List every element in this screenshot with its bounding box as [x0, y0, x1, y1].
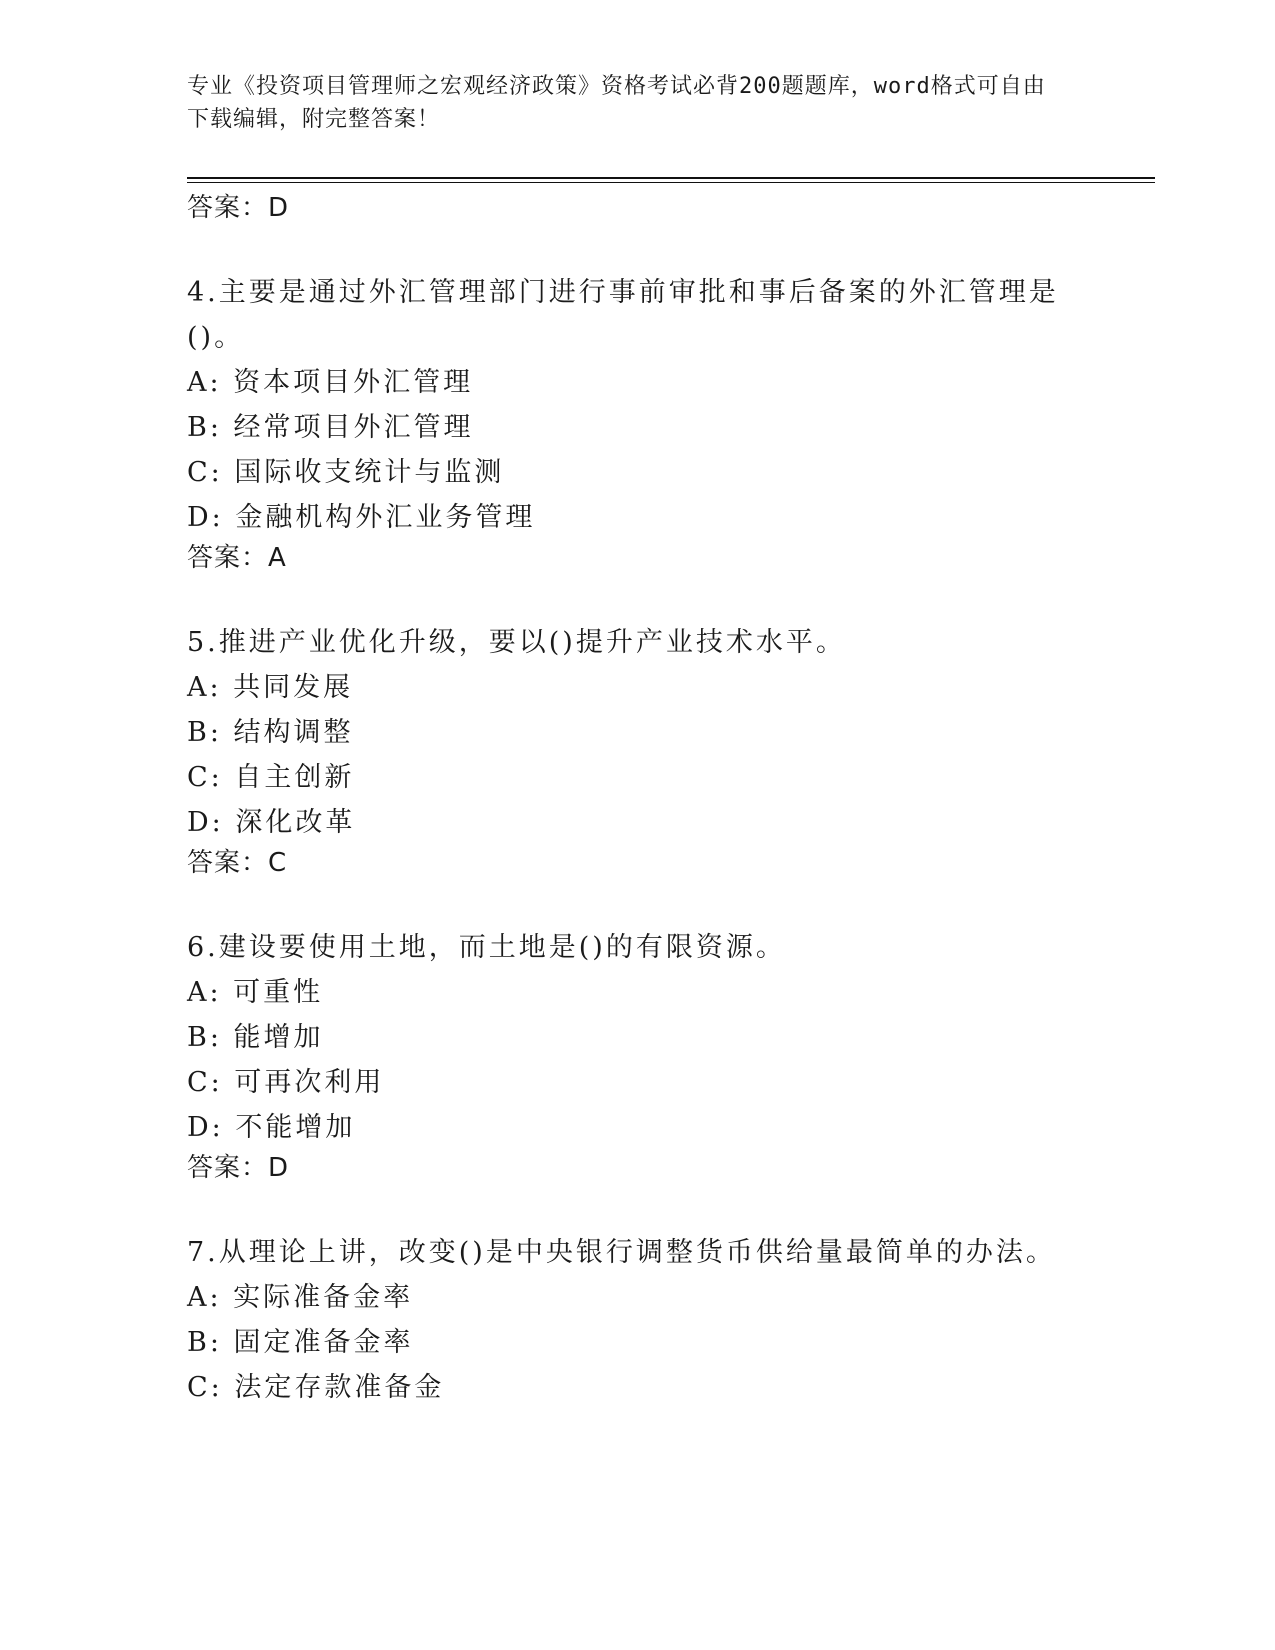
header-divider [187, 177, 1155, 179]
question-text: 4.主要是通过外汇管理部门进行事前审批和事后备案的外汇管理是()。 [187, 277, 1059, 353]
option-a: A: 资本项目外汇管理 [187, 367, 474, 398]
question-6 [187, 925, 1155, 1186]
question-4 [187, 270, 1155, 576]
option-c: C: 法定存款准备金 [187, 1372, 445, 1403]
option-a: A: 共同发展 [187, 672, 354, 703]
option-b: B: 经常项目外汇管理 [187, 412, 474, 443]
option-c: C: 自主创新 [187, 762, 355, 793]
question-text: 6.建设要使用土地，而土地是()的有限资源。 [187, 932, 786, 963]
document-header: 专业《投资项目管理师之宏观经济政策》资格考试必背200题题库，word格式可自由下载编辑，附完整答案！ [187, 74, 1046, 132]
option-c: C: 可再次利用 [187, 1067, 385, 1098]
answer-label: 答案：D [187, 193, 290, 223]
option-d: D: 不能增加 [187, 1112, 356, 1143]
question-text: 7.从理论上讲，改变()是中央银行调整货币供给量最简单的办法。 [187, 1237, 1056, 1268]
question-7 [187, 1230, 1155, 1410]
answer-label: 答案：C [187, 848, 288, 878]
option-b: B: 结构调整 [187, 717, 354, 748]
option-b: B: 固定准备金率 [187, 1327, 414, 1358]
question-5 [187, 620, 1155, 881]
header-divider-thin [187, 182, 1155, 183]
option-d: D: 深化改革 [187, 807, 356, 838]
answer-label: 答案：D [187, 1153, 290, 1183]
document-body [187, 190, 1155, 1410]
option-c: C: 国际收支统计与监测 [187, 457, 505, 488]
option-a: A: 可重性 [187, 977, 324, 1008]
option-d: D: 金融机构外汇业务管理 [187, 502, 536, 533]
option-b: B: 能增加 [187, 1022, 324, 1053]
option-a: A: 实际准备金率 [187, 1282, 414, 1313]
answer-label: 答案：A [187, 543, 287, 573]
question-text: 5.推进产业优化升级，要以()提升产业技术水平。 [187, 627, 846, 658]
